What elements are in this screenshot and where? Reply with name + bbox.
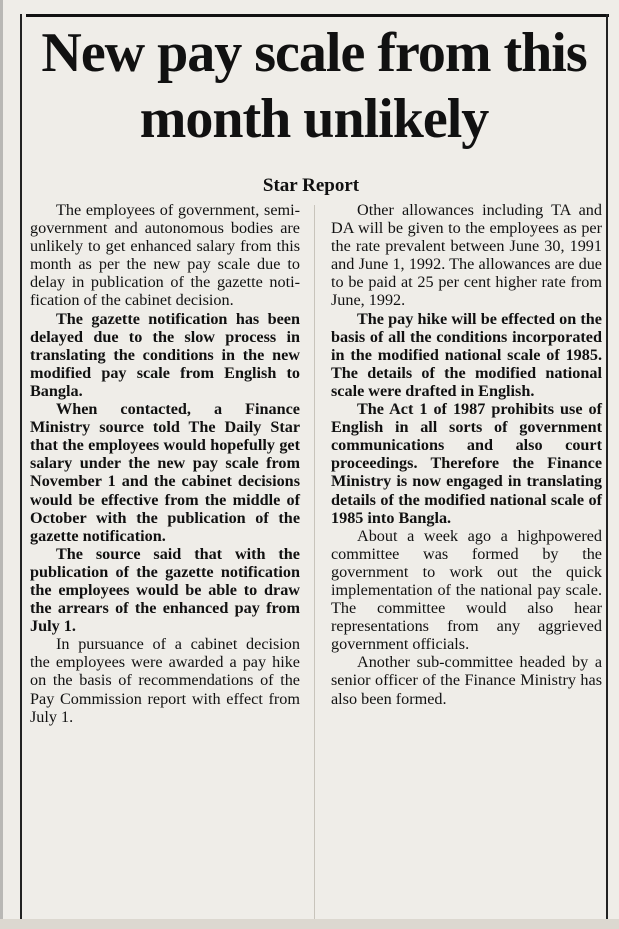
paragraph: The employees of government, semi-government and autonomous bodies are unlikely to get enhanced salary from this month as per the new pay scale due to delay in publication of the gazette notification of the cabinet decision.: [30, 201, 300, 310]
right-column: [331, 201, 602, 708]
paragraph: The pay hike will be effected on the basis of all the conditions incorporated in the modified national scale of 1985. The details of the modified national scale were drafted in English.: [331, 309, 602, 400]
bottom-edge: [0, 919, 619, 929]
paragraph: In pursuance of a cabinet decision the employees were awarded a pay hike on the basis of recommendations of the Pay Commission report with effect from July 1.: [30, 635, 300, 726]
top-border-rule: [26, 14, 609, 17]
column-divider: [314, 205, 315, 920]
paragraph: Other allowances including TA and DA will be given to the employees as per the rate prevalent between June 30, 1991 and June 1, 1992. The allowances are due to be paid at 25 per cent higher rate from June, 1992.: [331, 201, 602, 310]
right-border-rule: [606, 14, 608, 929]
left-column: [30, 201, 300, 726]
paragraph: The source said that with the publication of the gazette notification the employees would be able to draw the arrears of the enhanced pay from July 1.: [30, 544, 300, 636]
paragraph: The gazette notification has been delayed due to the slow process in translating the conditions in the new modified pay scale from English to Bangla.: [30, 309, 300, 400]
page-edge-shadow: [0, 0, 3, 929]
paragraph: The Act 1 of 1987 prohibits use of English in all sorts of government communications and also court proceedings. Therefore the Finance Ministry is now engaged in translating details of the modified national scale of 1985 into Bangla.: [331, 400, 602, 527]
paragraph: Another sub-committee headed by a senior officer of the Finance Ministry has also been formed.: [331, 653, 602, 708]
headline: New pay scale from this month unlikely: [41, 22, 587, 150]
byline: Star Report: [262, 175, 360, 196]
left-border-rule: [20, 14, 22, 929]
paragraph: About a week ago a highpowered committee was formed by the government to work out the quick implementation of the national pay scale. The committee would also hear representations from any aggrieved government officials.: [331, 526, 602, 654]
paragraph: When contacted, a Finance Ministry source told The Daily Star that the employees would hopefully get salary under the new pay scale from November 1 and the cabinet decisions would be effective from the middle of October with the publication of the gazette notification.: [30, 400, 300, 545]
